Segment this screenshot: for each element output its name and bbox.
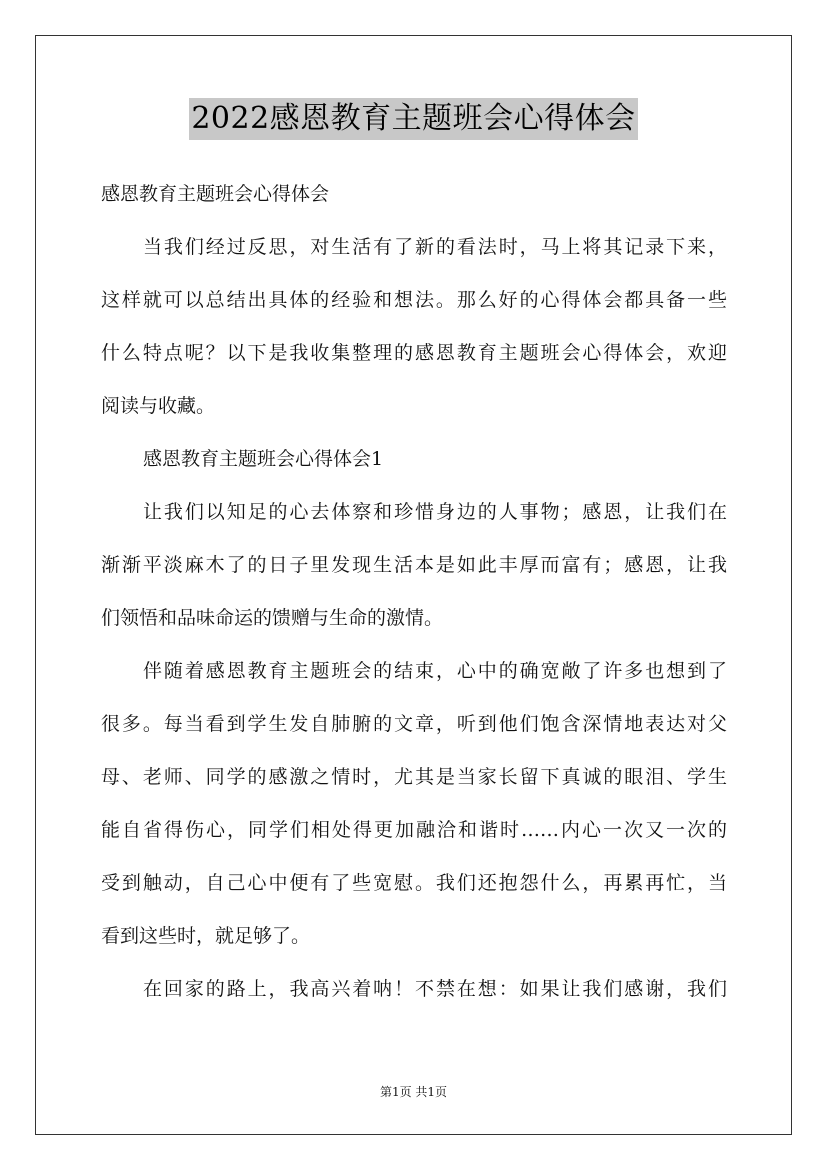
text-line: 受到触动，自己心中便有了些宽慰。我们还抱怨什么，再累再忙，当 xyxy=(101,872,727,894)
text-line: 感恩教育主题班会心得体会 xyxy=(101,183,330,205)
document-body xyxy=(101,168,727,1016)
text-line: 能自省得伤心，同学们相处得更加融洽和谐时……内心一次又一次的 xyxy=(101,819,727,841)
text-line: 们领悟和品味命运的馈赠与生命的激情。 xyxy=(101,607,444,629)
text-line: 渐渐平淡麻木了的日子里发现生活本是如此丰厚而富有；感恩，让我 xyxy=(101,554,727,576)
page-footer: 第1页 共1页 xyxy=(379,1085,448,1099)
text-line: 感恩教育主题班会心得体会1 xyxy=(143,448,384,470)
title-area xyxy=(0,98,827,140)
document-title: 2022感恩教育主题班会心得体会 xyxy=(189,98,637,140)
text-line: 当我们经过反思，对生活有了新的看法时，马上将其记录下来， xyxy=(143,236,727,258)
text-line: 看到这些时，就足够了。 xyxy=(101,925,311,947)
text-line: 让我们以知足的心去体察和珍惜身边的人事物；感恩，让我们在 xyxy=(143,501,727,523)
text-line: 伴随着感恩教育主题班会的结束，心中的确宽敞了许多也想到了 xyxy=(143,660,727,682)
text-line: 这样就可以总结出具体的经验和想法。那么好的心得体会都具备一些 xyxy=(101,289,727,311)
text-line: 很多。每当看到学生发自肺腑的文章，听到他们饱含深情地表达对父 xyxy=(101,713,727,735)
text-line: 在回家的路上，我高兴着呐！不禁在想：如果让我们感谢，我们 xyxy=(143,978,727,1000)
text-line: 什么特点呢？以下是我收集整理的感恩教育主题班会心得体会，欢迎 xyxy=(101,342,727,364)
text-line: 阅读与收藏。 xyxy=(101,395,216,417)
text-line: 母、老师、同学的感激之情时，尤其是当家长留下真诚的眼泪、学生 xyxy=(101,766,727,788)
